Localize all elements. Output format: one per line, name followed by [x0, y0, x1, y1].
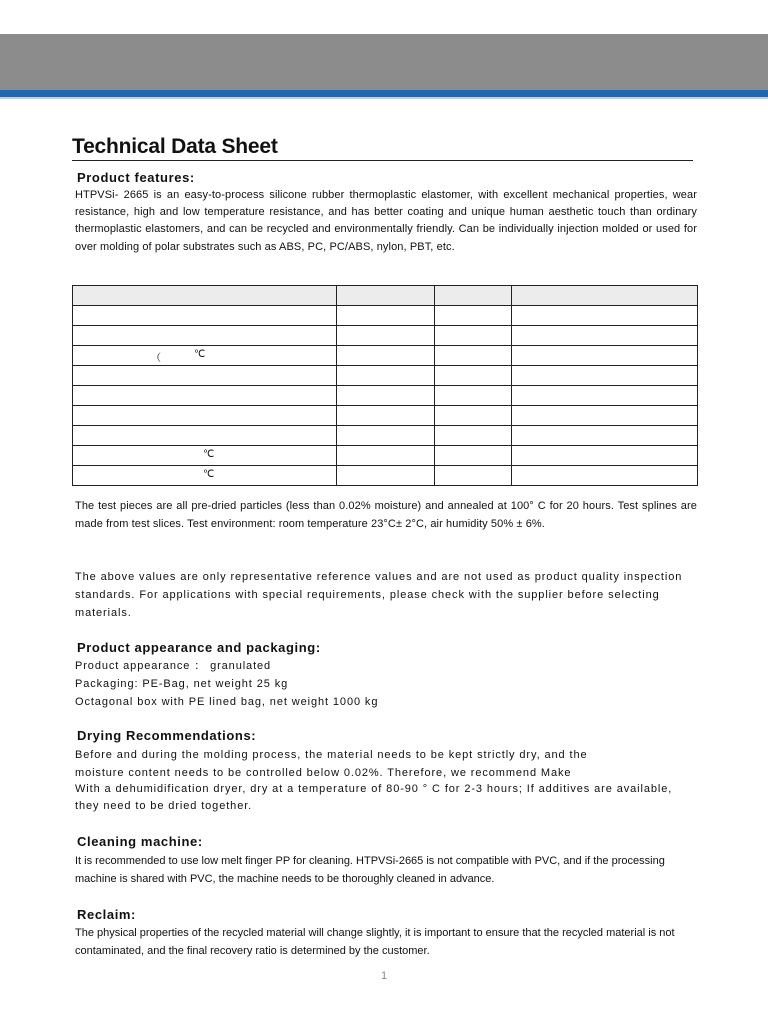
table-row	[73, 406, 698, 426]
features-heading: Product features:	[77, 170, 195, 185]
drying-line: Before and during the molding process, the material needs to be kept strictly dry, and the	[75, 749, 588, 761]
appearance-line: Packaging: PE-Bag, net weight 25 kg	[75, 678, 289, 690]
appearance-heading: Product appearance and packaging:	[77, 640, 321, 655]
table-unit: ℃	[203, 449, 215, 460]
test-note: The test pieces are all pre-dried particles (less than 0.02% moisture) and annealed at 100° C for 20 hours. Test splines are made from test slices. Test environment: room temperature 23°C± 2°C, air humidity 50% ± 6%.	[75, 500, 697, 530]
appearance-line: Product appearance ： granulated	[75, 660, 272, 672]
table-row	[73, 386, 698, 406]
table-row	[73, 306, 698, 326]
table-header-row	[73, 286, 698, 306]
disclaimer: The above values are only representative reference values and are not used as product quality inspection standards. For applications with special requirements, please check with the supplier before selecting materials.	[75, 571, 683, 619]
page-title: Technical Data Sheet	[72, 134, 693, 161]
drying-line: moisture content needs to be controlled below 0.02%. Therefore, we recommend Make	[75, 767, 572, 779]
table-row	[73, 326, 698, 346]
reclaim-body: The physical properties of the recycled material will change slightly, it is important to ensure that the recycled material is not contaminated, and the final recovery ratio is determined by the customer.	[75, 927, 675, 957]
cleaning-body: It is recommended to use low melt finger PP for cleaning. HTPVSi-2665 is not compatible with PVC, and if the processing machine is shared with PVC, the machine needs to be thoroughly cleaned in advance.	[75, 855, 665, 885]
table-row	[73, 446, 698, 466]
header-stripe-thin	[0, 97, 768, 99]
table-row	[73, 346, 698, 366]
table-unit: ℃	[194, 349, 206, 360]
table-row	[73, 466, 698, 486]
drying-heading: Drying Recommendations:	[77, 728, 257, 743]
drying-line: With a dehumidification dryer, dry at a temperature of 80-90 ° C for 2-3 hours; If additives are available, they need to be dried together.	[75, 783, 673, 812]
features-body: HTPVSi- 2665 is an easy-to-process silicone rubber thermoplastic elastomer, with excellent mechanical properties, wear resistance, high and low temperature resistance, and has better coating and unique human aesthetic touch than ordinary thermoplastic elastomers, and can be recycled and environmentally friendly. Can be individually injection molded or used for over molding of polar substrates such as ABS, PC, PC/ABS, nylon, PBT, etc.	[75, 189, 697, 253]
reclaim-heading: Reclaim:	[77, 907, 136, 922]
appearance-line: Octagonal box with PE lined bag, net weight 1000 kg	[75, 696, 379, 708]
header-stripe	[0, 90, 768, 97]
table-unit: ℃	[203, 469, 215, 480]
table-row	[73, 426, 698, 446]
cleaning-heading: Cleaning machine:	[77, 834, 203, 849]
header-bar	[0, 34, 768, 90]
page-number: 1	[380, 970, 388, 982]
properties-table	[72, 285, 698, 486]
table-row	[73, 366, 698, 386]
table-paren: （	[151, 353, 161, 364]
